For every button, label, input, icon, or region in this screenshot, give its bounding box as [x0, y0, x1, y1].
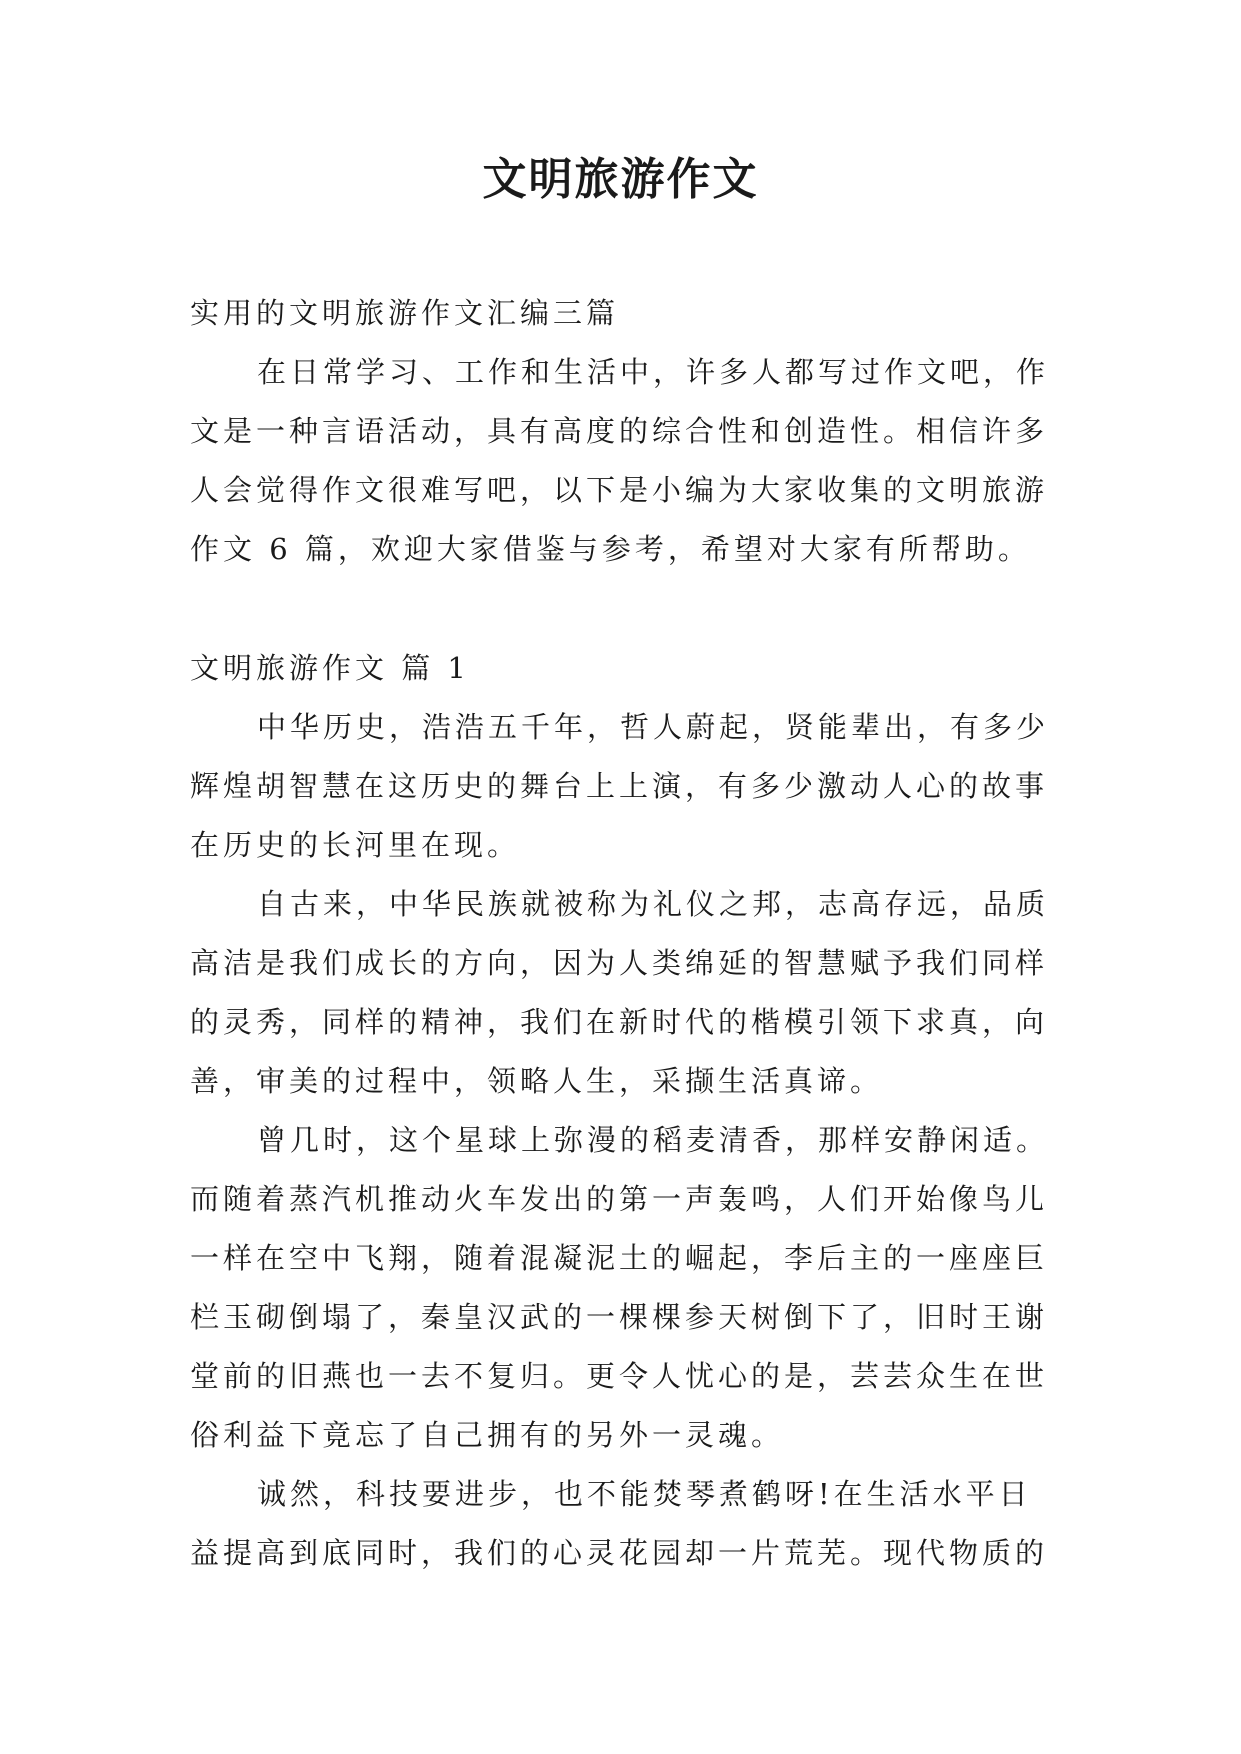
paragraph-line: 善，审美的过程中，领略人生，采撷生活真谛。: [190, 1064, 884, 1098]
paragraph-line: 作文 6 篇，欢迎大家借鉴与参考，希望对大家有所帮助。: [190, 532, 1031, 566]
paragraph-line: 堂前的旧燕也一去不复归。更令人忧心的是，芸芸众生在世: [190, 1359, 1049, 1393]
paragraph-line: 栏玉砌倒塌了，秦皇汉武的一棵棵参天树倒下了，旧时王谢: [190, 1300, 1049, 1334]
document-body: [190, 284, 1060, 1583]
paragraph-line: 在历史的长河里在现。: [190, 828, 521, 862]
body-paragraph: [190, 1465, 1060, 1583]
paragraph-line: 诚然，科技要进步，也不能焚琴煮鹤呀!在生活水平日: [257, 1477, 1032, 1511]
paragraph-line: 自古来，中华民族就被称为礼仪之邦，志高存远，品质: [257, 887, 1050, 921]
paragraph-line: 高洁是我们成长的方向，因为人类绵延的智慧赋予我们同样: [190, 946, 1049, 980]
paragraph-line: 而随着蒸汽机推动火车发出的第一声轰鸣，人们开始像鸟儿: [190, 1182, 1049, 1216]
paragraph-line: 在日常学习、工作和生活中，许多人都写过作文吧，作: [257, 355, 1050, 389]
paragraph-line: 俗利益下竟忘了自己拥有的另外一灵魂。: [190, 1418, 785, 1452]
paragraph-line: 的灵秀，同样的精神，我们在新时代的楷模引领下求真，向: [190, 1005, 1049, 1039]
paragraph-line: 中华历史，浩浩五千年，哲人蔚起，贤能辈出，有多少: [257, 710, 1050, 744]
body-paragraph: [190, 698, 1060, 875]
body-paragraph: [190, 875, 1060, 1111]
document-title: 文明旅游作文: [482, 154, 759, 205]
intro-paragraph: [190, 343, 1060, 579]
section-heading: 文明旅游作文 篇 1: [190, 651, 470, 685]
paragraph-line: 人会觉得作文很难写吧，以下是小编为大家收集的文明旅游: [190, 473, 1049, 507]
section-spacer: [190, 579, 1060, 639]
paragraph-line: 益提高到底同时，我们的心灵花园却一片荒芜。现代物质的: [190, 1536, 1049, 1570]
paragraph-line: 一样在空中飞翔，随着混凝泥土的崛起，李后主的一座座巨: [190, 1241, 1049, 1275]
document-subtitle: 实用的文明旅游作文汇编三篇: [190, 296, 620, 330]
paragraph-line: 辉煌胡智慧在这历史的舞台上上演，有多少激动人心的故事: [190, 769, 1049, 803]
paragraph-line: 文是一种言语活动，具有高度的综合性和创造性。相信许多: [190, 414, 1049, 448]
body-paragraph: [190, 1111, 1060, 1465]
paragraph-line: 曾几时，这个星球上弥漫的稻麦清香，那样安静闲适。: [257, 1123, 1050, 1157]
